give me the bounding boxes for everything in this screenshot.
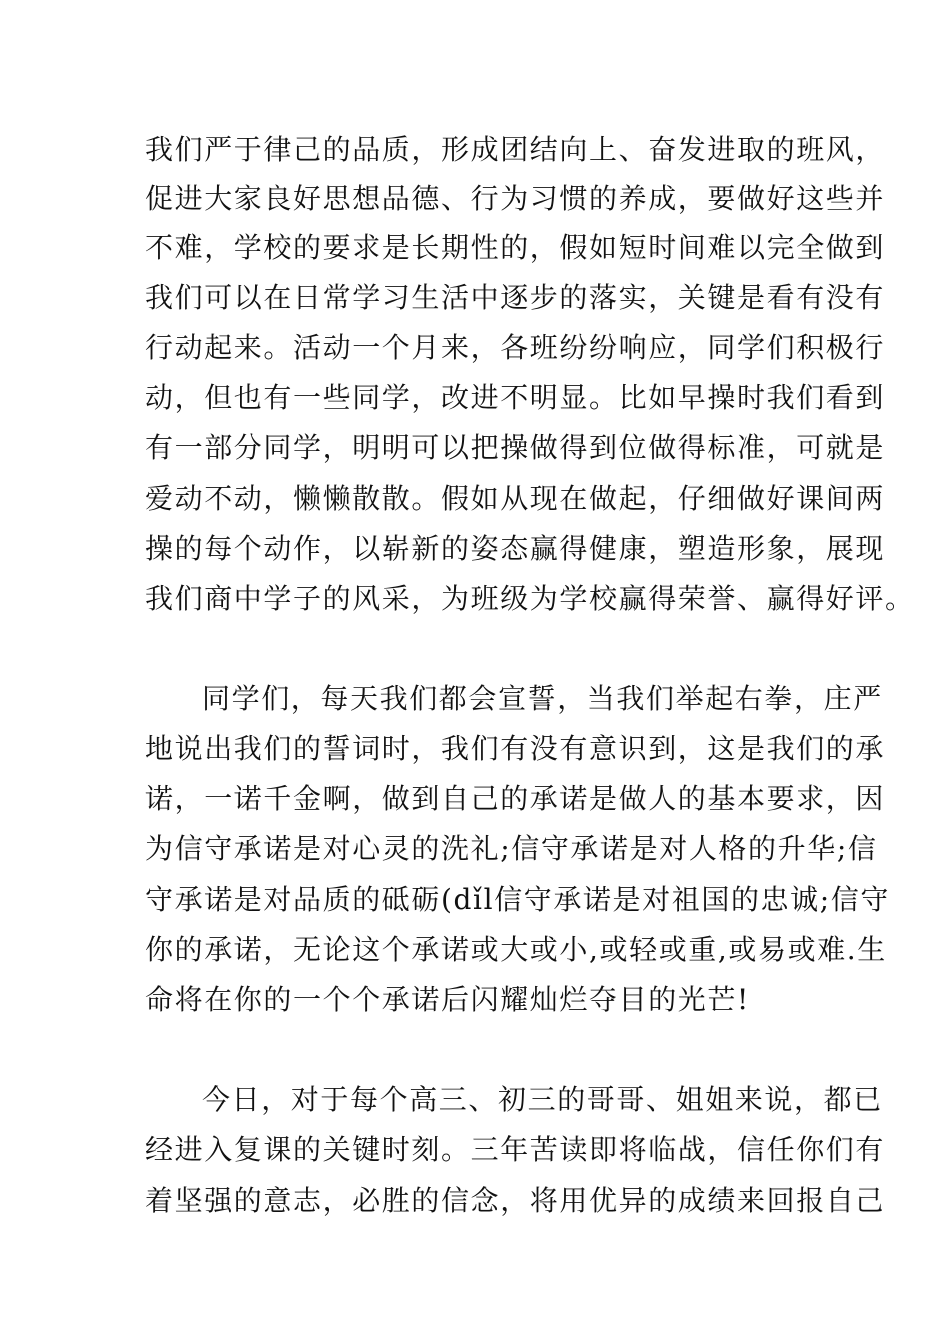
paragraph-line: 你的承诺，无论这个承诺或大或小,或轻或重,或易或难.生 [145, 933, 887, 966]
paragraph-line: 有一部分同学，明明可以把操做得到位做得标准，可就是 [145, 431, 886, 464]
paragraph-line: 我们严于律己的品质，形成团结向上、奋发进取的班风， [145, 133, 886, 166]
paragraph-line: 为信守承诺是对心灵的洗礼;信守承诺是对人格的升华;信 [145, 832, 878, 865]
paragraph-line: 促进大家良好思想品德、行为习惯的养成，要做好这些并 [145, 182, 886, 215]
paragraph-line: 命将在你的一个个承诺后闪耀灿烂夺目的光芒! [145, 983, 750, 1016]
paragraph-line: 行动起来。活动一个月来，各班纷纷响应，同学们积极行 [145, 331, 886, 364]
paragraph-line: 守承诺是对品质的砥砺(dǐl信守承诺是对祖国的忠诚;信守 [145, 883, 890, 916]
paragraph-line: 同学们，每天我们都会宣誓，当我们举起右拳，庄严 [202, 682, 883, 715]
paragraph-line: 操的每个动作，以崭新的姿态赢得健康，塑造形象，展现 [145, 532, 886, 565]
paragraph-line: 今日，对于每个高三、初三的哥哥、姐姐来说，都已 [202, 1083, 883, 1116]
paragraph-line: 我们商中学子的风采，为班级为学校赢得荣誉、赢得好评。 [145, 582, 915, 615]
paragraph-line: 着坚强的意志，必胜的信念，将用优异的成绩来回报自己 [145, 1184, 886, 1217]
paragraph-line: 不难，学校的要求是长期性的，假如短时间难以完全做到 [145, 231, 886, 264]
paragraph-line: 经进入复课的关键时刻。三年苦读即将临战，信任你们有 [145, 1133, 886, 1166]
paragraph-line: 地说出我们的誓词时，我们有没有意识到，这是我们的承 [145, 732, 886, 765]
paragraph-line: 我们可以在日常学习生活中逐步的落实，关键是看有没有 [145, 281, 886, 314]
paragraph-line: 爱动不动，懒懒散散。假如从现在做起，仔细做好课间两 [145, 482, 886, 515]
paragraph-line: 动，但也有一些同学，改进不明显。比如早操时我们看到 [145, 381, 886, 414]
paragraph-line: 诺，一诺千金啊，做到自己的承诺是做人的基本要求，因 [145, 782, 886, 815]
